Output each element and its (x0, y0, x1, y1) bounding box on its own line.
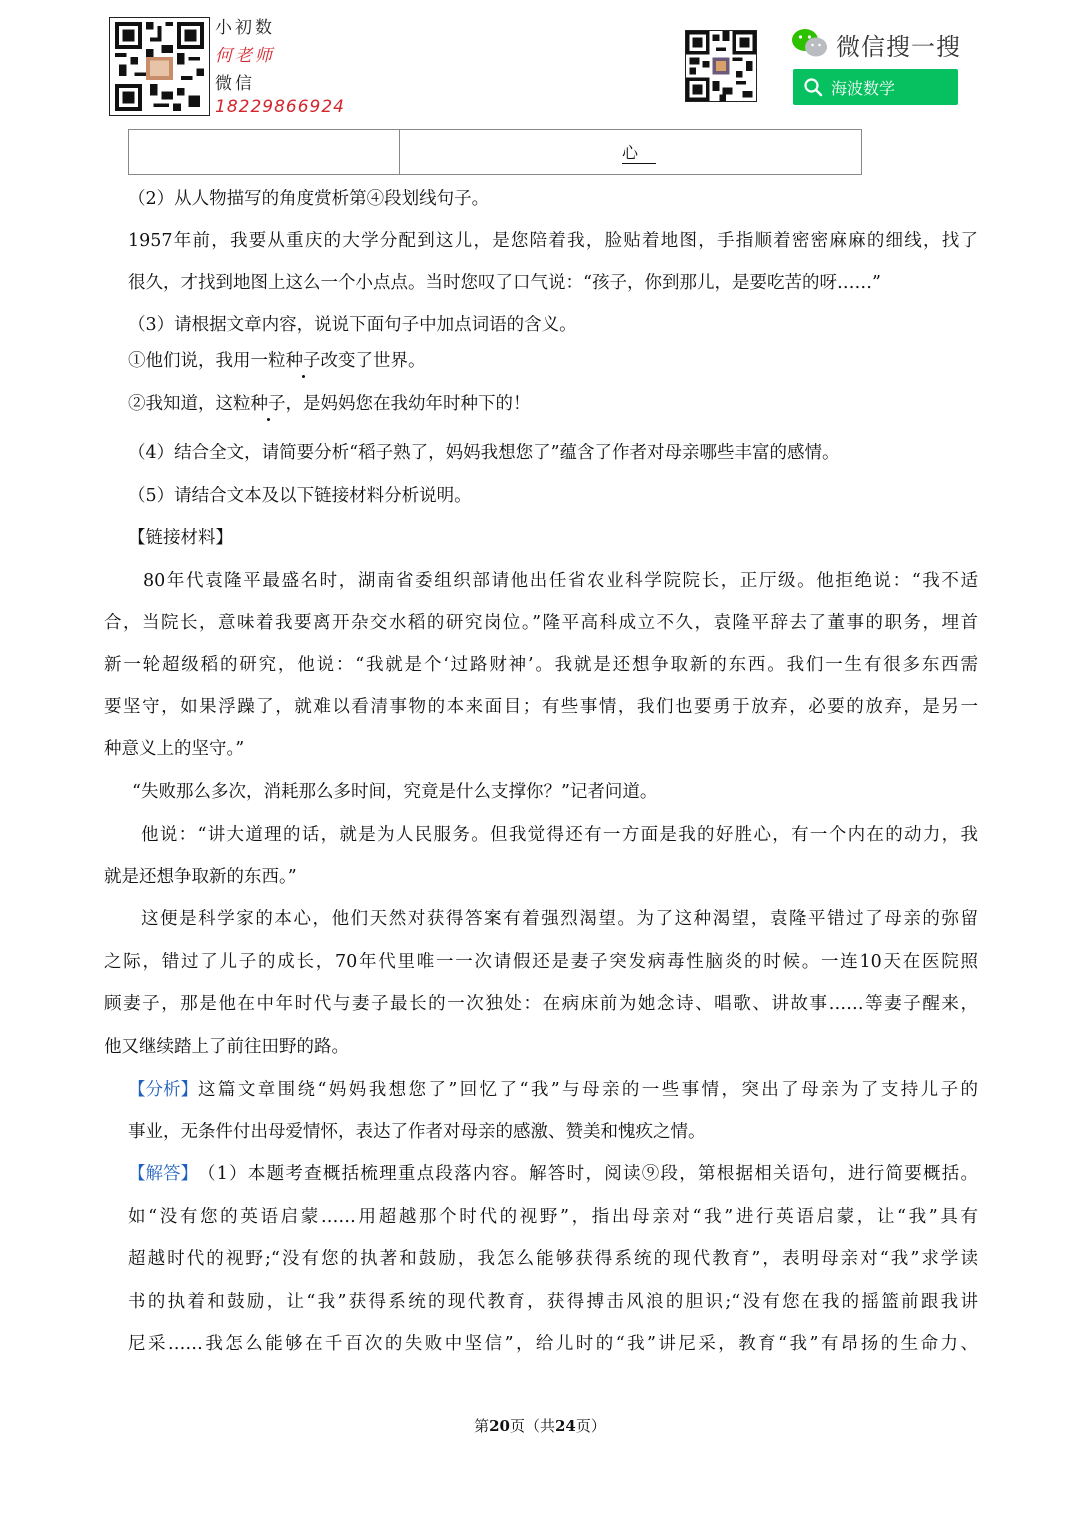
material-paragraph-line: 顾妻子，那是他在中年时代与妻子最长的一次独处：在病床前为她念诗、唱歌、讲故事……等妻子醒来， (104, 994, 978, 1014)
material-paragraph-line: 之际，错过了儿子的成长，70年代里唯一一次请假还是妻子突发病毒性脑炎的时候。一连10天在医院照 (104, 952, 978, 972)
sentence-text: 改变了世界。 (320, 351, 426, 371)
answer-text: 书的执着和鼓励，让“我”获得系统的现代教育，获得搏击风浪的胆识;“没有您在我的摇篮前跟我讲 (128, 1292, 978, 1312)
table-cell-text: 心 (622, 143, 656, 164)
handwritten-label-line-2: 何老师 (215, 46, 275, 66)
wechat-search-button[interactable] (793, 69, 958, 105)
answer-table-fragment (128, 129, 862, 175)
answer-text: （1）本题考查概括梳理重点段落内容。解答时，阅读⑨段，第根据相关语句，进行简要概括。 (198, 1164, 978, 1184)
table-cell (129, 130, 400, 174)
question-3: （3）请根据文章内容，说说下面句子中加点词语的含义。 (128, 315, 577, 335)
question-2: （2）从人物描写的角度赏析第④段划线句子。 (128, 189, 490, 209)
page-number-prefix: 第 (474, 1417, 490, 1435)
wechat-search-title: 微信搜一搜 (836, 33, 961, 61)
link-material-title: 【链接材料】 (128, 528, 233, 548)
sentence-text: ，是妈妈您在我幼年时种下的！ (285, 394, 531, 414)
analysis-text: 这篇文章围绕“妈妈我想您了”回忆了“我”与母亲的一些事情，突出了母亲为了支持儿子的 (198, 1080, 978, 1100)
page-number-middle: 页（共 (509, 1417, 555, 1435)
question-4: （4）结合全文，请简要分析“稻子熟了，妈妈我想您了”蕴含了作者对母亲哪些丰富的感情。 (128, 443, 840, 463)
page-number-suffix: 页） (575, 1417, 606, 1435)
answer-text: 如“没有您的英语启蒙……用超越那个时代的视野”，指出母亲对“我”进行英语启蒙，让“我”具有 (128, 1207, 978, 1227)
wechat-logo-icon (791, 27, 829, 59)
qr-code-icon (685, 30, 757, 102)
material-paragraph-line: “失败那么多次，消耗那么多时间，究竟是什么支撑你？”记者问道。 (132, 782, 658, 802)
sentence-text: ②我知道，这粒 (128, 394, 251, 414)
search-button-label: 海波数学 (831, 78, 896, 98)
answer-tag: 【解答】 (128, 1164, 198, 1184)
total-pages: 24 (555, 1417, 576, 1435)
question-3-sentence-1 (128, 349, 426, 373)
dotted-word: 种子 (250, 394, 286, 414)
handwritten-label-line-3: 微信 (215, 74, 255, 94)
analysis-text: 事业，无条件付出母爱情怀，表达了作者对母亲的感激、赞美和愧疚之情。 (128, 1122, 706, 1142)
quote-line: 1957年前，我要从重庆的大学分配到这儿，是您陪着我，脸贴着地图，手指顺着密密麻麻的细线，找了 (128, 231, 978, 251)
answer-text: 超越时代的视野;“没有您的执著和鼓励，我怎么能够获得系统的现代教育”，表明母亲对“我”求学读 (128, 1249, 978, 1269)
answer-line (128, 1162, 978, 1186)
table-cell (400, 130, 861, 174)
qr-code-icon (109, 17, 210, 116)
material-paragraph-line: 他又继续踏上了前往田野的路。 (104, 1037, 349, 1057)
sentence-text: ①他们说，我用一粒 (128, 351, 286, 371)
handwritten-phone-number: 18229866924 (215, 97, 345, 117)
material-paragraph-line: 就是还想争取新的东西。” (104, 867, 297, 887)
material-paragraph-line: 种意义上的坚守。” (104, 739, 245, 759)
dotted-word: 种子 (285, 351, 321, 371)
analysis-line (128, 1078, 978, 1102)
material-paragraph-line: 他说：“讲大道理的话，就是为人民服务。但我觉得还有一方面是我的好胜心，有一个内在的动力，我 (141, 825, 978, 845)
quote-line: 很久，才找到地图上这么一个小点点。当时您叹了口气说：“孩子，你到那儿，是要吃苦的呀……” (128, 273, 881, 293)
page-number (0, 1415, 1080, 1436)
material-paragraph-line: 这便是科学家的本心，他们天然对获得答案有着强烈渴望。为了这种渴望，袁隆平错过了母亲的弥留 (141, 909, 978, 929)
question-5: （5）请结合文本及以下链接材料分析说明。 (128, 486, 472, 506)
search-icon (803, 77, 823, 97)
material-paragraph-line: 要坚守，如果浮躁了，就难以看清事物的本来面目；有些事情，我们也要勇于放弃，必要的放弃，是另一 (104, 697, 978, 717)
material-paragraph-line: 合，当院长，意味着我要离开杂交水稻的研究岗位。”隆平高科成立不久，袁隆平辞去了董事的职务，埋首 (104, 613, 978, 633)
material-paragraph-line: 新一轮超级稻的研究，他说：“我就是个‘过路财神’。我就是还想争取新的东西。我们一生有很多东西需 (104, 655, 978, 675)
answer-text: 尼采……我怎么能够在千百次的失败中坚信”，给儿时的“我”讲尼采，教育“我”有昂扬的生命力、 (128, 1334, 978, 1354)
question-3-sentence-2 (128, 392, 531, 416)
analysis-tag: 【分析】 (128, 1080, 198, 1100)
material-paragraph-line: 80年代袁隆平最盛名时，湖南省委组织部请他出任省农业科学院院长，正厅级。他拒绝说：“我不适 (143, 571, 978, 591)
handwritten-label-line-1: 小初数 (215, 18, 275, 38)
current-page: 20 (489, 1417, 510, 1435)
